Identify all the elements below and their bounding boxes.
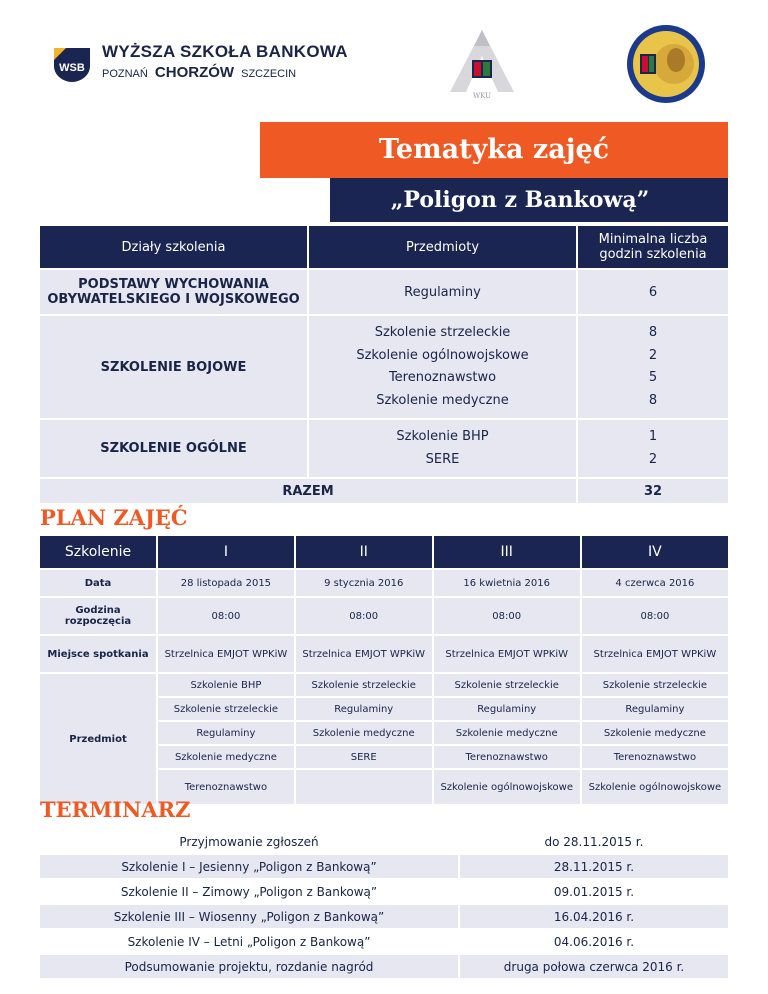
plan-header-row xyxy=(40,536,728,568)
subject-cell: Szkolenie medyczne xyxy=(158,746,294,768)
subject-label: Przedmiot xyxy=(40,674,156,804)
godziny-item: 5 xyxy=(648,370,658,385)
page-subtitle: „Poligon z Bankową” xyxy=(390,187,650,213)
header-godziny: Minimalna liczba godzin szkolenia xyxy=(578,226,728,268)
school-name: WYŻSZA SZKOŁA BANKOWA xyxy=(102,42,348,61)
time-cell: 08:00 xyxy=(158,598,294,634)
plan-header-ii: II xyxy=(296,536,432,568)
przedmiot-item: SERE xyxy=(425,451,460,467)
subject-cell: Regulaminy xyxy=(296,698,432,720)
total-value: 32 xyxy=(578,479,728,503)
event-date-cell: 04.06.2016 r. xyxy=(460,930,728,953)
time-cell: 08:00 xyxy=(582,598,728,634)
topics-row xyxy=(40,270,728,314)
academy-logo-text: WKU xyxy=(472,92,492,100)
total-label: RAZEM xyxy=(40,479,576,503)
godziny-item: 1 xyxy=(648,429,658,444)
subject-cell: Szkolenie ogólnowojskowe xyxy=(582,770,728,804)
place-label: Miejsce spotkania xyxy=(40,636,156,672)
terminarz-heading: TERMINARZ xyxy=(40,797,191,822)
godziny-item: 2 xyxy=(648,347,658,363)
przedmiot-list xyxy=(309,420,576,477)
event-date-cell: druga połowa czerwca 2016 r. xyxy=(460,955,728,978)
plan-header-iv: IV xyxy=(582,536,728,568)
school-cities xyxy=(102,64,300,81)
plan-subject-row xyxy=(40,674,728,696)
subject-cell: Szkolenie strzeleckie xyxy=(158,698,294,720)
wsb-logo xyxy=(50,40,94,84)
plan-place-row xyxy=(40,636,728,672)
event-date-cell: 28.11.2015 r. xyxy=(460,855,728,878)
terminarz-row xyxy=(40,830,728,853)
event-date-cell: 16.04.2016 r. xyxy=(460,905,728,928)
event-cell: Szkolenie III – Wiosenny „Poligon z Bankową” xyxy=(40,905,458,928)
total-row xyxy=(40,479,728,503)
subject-cell: Terenoznawstwo xyxy=(434,746,580,768)
date-cell: 16 kwietnia 2016 xyxy=(434,570,580,596)
event-date-cell: 09.01.2015 r. xyxy=(460,880,728,903)
date-cell: 28 listopada 2015 xyxy=(158,570,294,596)
godziny-cell: 6 xyxy=(578,270,728,314)
plan-header-iii: III xyxy=(434,536,580,568)
przedmiot-item: Szkolenie strzeleckie xyxy=(374,325,511,340)
terminarz-row xyxy=(40,955,728,978)
subject-cell: Regulaminy xyxy=(582,698,728,720)
time-cell: 08:00 xyxy=(296,598,432,634)
przedmiot-cell: Regulaminy xyxy=(309,270,576,314)
topics-row xyxy=(40,420,728,477)
godziny-item: 8 xyxy=(648,325,658,340)
place-cell: Strzelnica EMJOT WPKiW xyxy=(582,636,728,672)
terminarz-row xyxy=(40,905,728,928)
page-title: Tematyka zajęć xyxy=(378,134,610,165)
terminarz-row xyxy=(40,855,728,878)
przedmiot-list xyxy=(309,316,576,418)
place-cell: Strzelnica EMJOT WPKiW xyxy=(434,636,580,672)
przedmiot-item: Szkolenie medyczne xyxy=(376,392,509,408)
event-cell: Przyjmowanie zgłoszeń xyxy=(40,830,458,853)
place-cell: Strzelnica EMJOT WPKiW xyxy=(296,636,432,672)
date-cell: 9 stycznia 2016 xyxy=(296,570,432,596)
round-emblem-logo xyxy=(626,24,706,104)
city-poznan: POZNAŃ xyxy=(102,68,148,80)
godziny-list xyxy=(578,420,728,477)
subject-cell: Szkolenie BHP xyxy=(158,674,294,696)
plan-table xyxy=(38,534,730,806)
przedmiot-item: Szkolenie ogólnowojskowe xyxy=(356,347,529,363)
plan-header-i: I xyxy=(158,536,294,568)
event-cell: Szkolenie I – Jesienny „Poligon z Bankową” xyxy=(40,855,458,878)
place-cell: Strzelnica EMJOT WPKiW xyxy=(158,636,294,672)
plan-time-row xyxy=(40,598,728,634)
plan-heading: PLAN ZAJĘĆ xyxy=(40,505,188,530)
subject-cell: Regulaminy xyxy=(158,722,294,744)
subject-cell: Szkolenie strzeleckie xyxy=(434,674,580,696)
dzial-cell: SZKOLENIE OGÓLNE xyxy=(40,420,307,477)
subject-cell: Regulaminy xyxy=(434,698,580,720)
subject-cell xyxy=(296,770,432,804)
plan-date-row xyxy=(40,570,728,596)
terminarz-row xyxy=(40,880,728,903)
academy-logo xyxy=(444,26,520,100)
topics-row xyxy=(40,316,728,418)
topics-table xyxy=(38,224,730,505)
subject-cell: Szkolenie medyczne xyxy=(296,722,432,744)
subject-cell: Terenoznawstwo xyxy=(582,746,728,768)
subject-cell: Szkolenie medyczne xyxy=(582,722,728,744)
event-cell: Szkolenie II – Zimowy „Poligon z Bankową” xyxy=(40,880,458,903)
city-szczecin: SZCZECIN xyxy=(241,68,297,80)
header-przedmioty: Przedmioty xyxy=(309,226,576,268)
przedmiot-item: Szkolenie BHP xyxy=(396,429,489,444)
subject-cell: Szkolenie medyczne xyxy=(434,722,580,744)
dzial-cell: SZKOLENIE BOJOWE xyxy=(40,316,307,418)
subject-cell: Szkolenie strzeleckie xyxy=(296,674,432,696)
subject-cell: Szkolenie ogólnowojskowe xyxy=(434,770,580,804)
subject-cell: Terenoznawstwo xyxy=(158,770,294,804)
event-cell: Szkolenie IV – Letni „Poligon z Bankową” xyxy=(40,930,458,953)
terminarz-row xyxy=(40,930,728,953)
event-date-cell: do 28.11.2015 r. xyxy=(460,830,728,853)
godziny-list xyxy=(578,316,728,418)
topics-header-row xyxy=(40,226,728,268)
dzial-cell: PODSTAWY WYCHOWANIA OBYWATELSKIEGO I WOJSKOWEGO xyxy=(40,270,307,314)
przedmiot-item: Terenoznawstwo xyxy=(388,370,497,385)
city-chorzow: CHORZÓW xyxy=(154,64,235,81)
terminarz-table xyxy=(38,828,730,980)
subject-cell: SERE xyxy=(296,746,432,768)
time-label: Godzina rozpoczęcia xyxy=(40,598,156,634)
time-cell: 08:00 xyxy=(434,598,580,634)
date-label: Data xyxy=(40,570,156,596)
date-cell: 4 czerwca 2016 xyxy=(582,570,728,596)
header-dzialy: Działy szkolenia xyxy=(40,226,307,268)
godziny-item: 2 xyxy=(648,451,658,467)
event-cell: Podsumowanie projektu, rozdanie nagród xyxy=(40,955,458,978)
subject-cell: Szkolenie strzeleckie xyxy=(582,674,728,696)
godziny-item: 8 xyxy=(648,392,658,408)
wsb-logo-text: WSB xyxy=(59,62,85,74)
plan-header-szkolenie: Szkolenie xyxy=(40,536,156,568)
header xyxy=(0,0,768,110)
